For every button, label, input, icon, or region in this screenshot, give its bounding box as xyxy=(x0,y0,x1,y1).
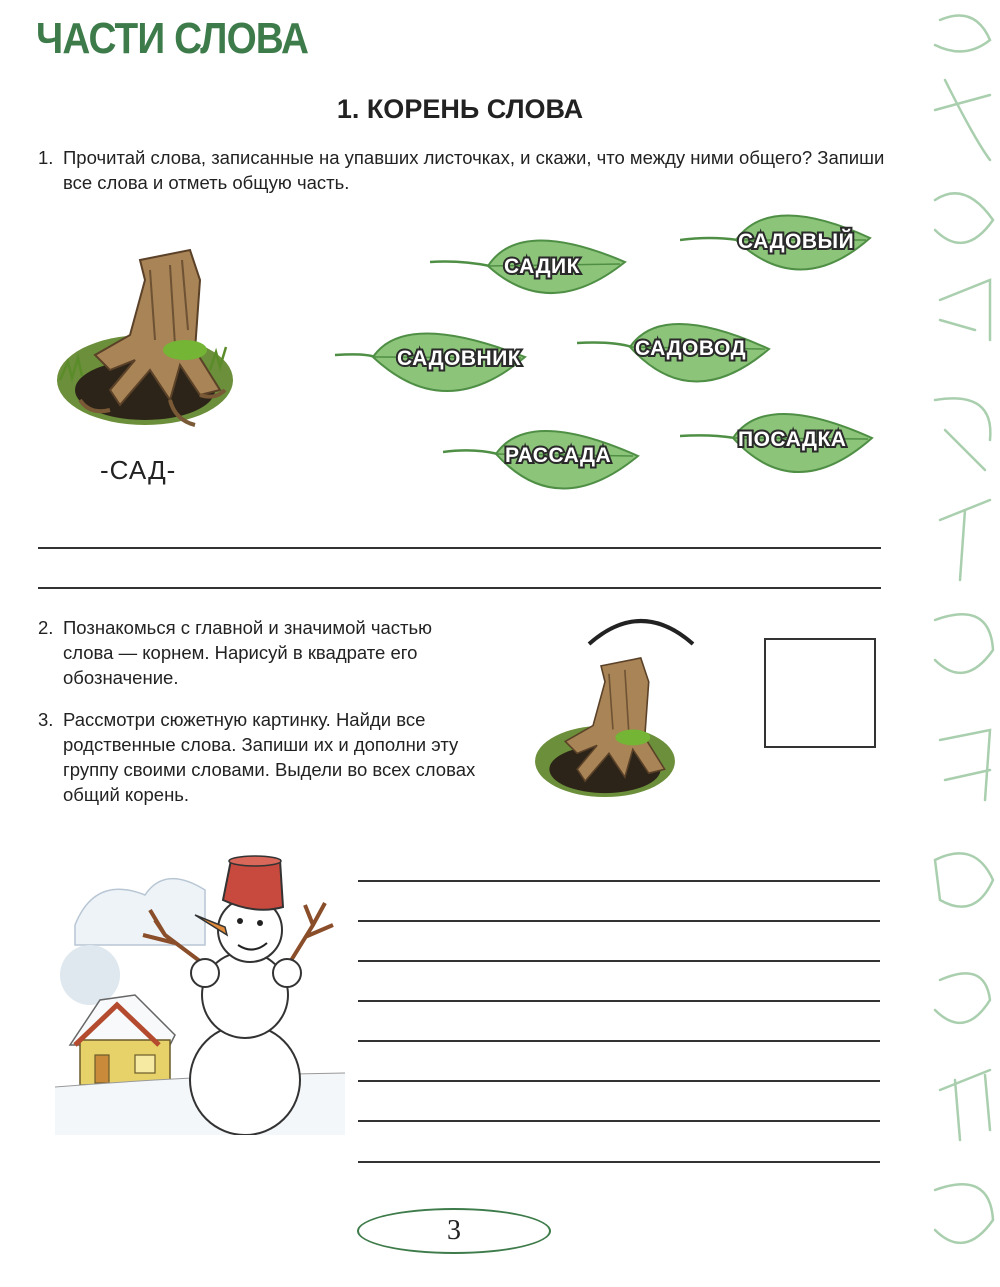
task-2-number: 2. xyxy=(38,617,54,638)
leaf-word: САДОВНИК xyxy=(397,347,522,370)
drawing-answer-box[interactable] xyxy=(764,638,876,748)
answer-line[interactable] xyxy=(38,547,881,549)
root-label: -САД- xyxy=(100,455,177,485)
leaf-word: САДИК xyxy=(504,255,580,278)
task-3 xyxy=(38,707,478,807)
task-1-text: Прочитай слова, записанные на упавших листочках, и скажи, что между ними общего? Запиши все слова и отметь общую часть. xyxy=(63,147,885,193)
answer-line[interactable] xyxy=(358,1161,880,1163)
leaf-word: САДОВЫЙ xyxy=(738,230,855,253)
task-1 xyxy=(38,145,898,195)
leaf-sadovnik xyxy=(335,315,535,415)
answer-line[interactable] xyxy=(358,920,880,922)
answer-line[interactable] xyxy=(358,960,880,962)
task-2-text: Познакомься с главной и значимой частью слова — корнем. Нарисуй в квадрате его обозначение. xyxy=(63,617,433,688)
lesson-title: 1. КОРЕНЬ СЛОВА xyxy=(336,94,584,124)
leaf-posadka xyxy=(680,398,880,498)
tree-stump-illustration xyxy=(50,240,240,435)
leaf-word: ПОСАДКА xyxy=(738,428,847,451)
leaf-rassada xyxy=(443,412,643,512)
answer-line[interactable] xyxy=(38,587,881,589)
section-title: ЧАСТИ СЛОВА xyxy=(36,14,309,63)
page-number: 3 xyxy=(357,1208,551,1254)
leaf-sadovod xyxy=(577,305,777,405)
answer-line[interactable] xyxy=(358,1080,880,1082)
leaf-word: САДОВОД xyxy=(635,337,747,360)
answer-line[interactable] xyxy=(358,1120,880,1122)
decorative-letters-band xyxy=(905,0,1000,1287)
leaf-word: РАССАДА xyxy=(505,444,612,467)
answer-line[interactable] xyxy=(358,1000,880,1002)
answer-line[interactable] xyxy=(358,1040,880,1042)
answer-line[interactable] xyxy=(358,880,880,882)
task-3-number: 3. xyxy=(38,709,54,730)
tree-stump-small-illustration xyxy=(525,650,685,805)
root-arc-icon xyxy=(585,612,697,648)
task-3-text: Рассмотри сюжетную картинку. Найди все родственные слова. Запиши их и дополни эту группу своими словами. Выдели во всех словах общий корень. xyxy=(63,709,476,805)
snowman-scene-illustration xyxy=(55,855,355,1135)
leaf-sadovyi xyxy=(680,200,880,300)
task-2 xyxy=(38,615,478,690)
task-1-number: 1. xyxy=(38,147,54,168)
